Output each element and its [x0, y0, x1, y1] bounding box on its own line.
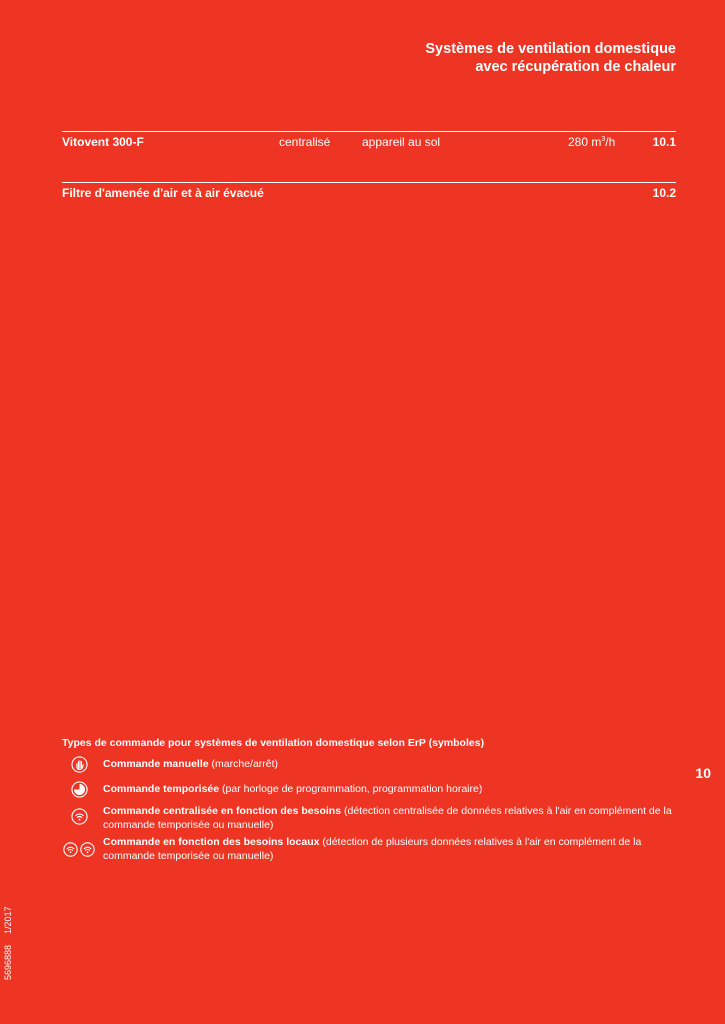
clock-icon [62, 780, 96, 798]
section-number: 10.1 [652, 135, 676, 149]
chapter-tab: 10 [695, 765, 711, 781]
legend-item-manual [103, 758, 678, 772]
product-row[interactable] [62, 134, 676, 150]
product-name: Filtre d'amenée d'air et à air évacué [62, 186, 264, 200]
legend-item-label: Commande temporisée [103, 783, 220, 795]
airflow-unit: /h [605, 135, 616, 149]
legend-item-label: Commande en fonction des besoins locaux [103, 836, 320, 848]
sensor-icon [62, 807, 96, 825]
product-type: centralisé [279, 135, 331, 149]
legend-item-central-demand [103, 805, 678, 832]
hand-icon [62, 755, 96, 773]
airflow-value: 280 m [568, 135, 602, 149]
divider [62, 131, 676, 132]
product-airflow [568, 134, 615, 150]
page-header [425, 41, 676, 76]
legend-item-label: Commande centralisée en fonction des besoins [103, 805, 342, 817]
legend-item-label: Commande manuelle [103, 758, 209, 770]
legend-item-desc: (détection de plusieurs données relatives à l'air en complément de la commande temporisée ou manuelle) [103, 836, 642, 862]
legend-item-desc: (détection centralisée de données relatives à l'air en complément de la commande temporisée ou manuelle) [103, 805, 672, 831]
document-date: 1/2017 [3, 906, 13, 934]
airflow-exponent: 3 [601, 136, 606, 143]
legend-item-timed [103, 783, 678, 797]
divider [62, 182, 676, 183]
legend-title: Types de commande pour systèmes de ventilation domestique selon ErP (symboles) [62, 737, 485, 749]
document-number: 5696888 [3, 944, 13, 980]
header-title-line1: Systèmes de ventilation domestique [425, 41, 676, 57]
legend-item-desc: (par horloge de programmation, programmation horaire) [219, 783, 483, 795]
product-row[interactable] [62, 185, 676, 201]
product-name: Vitovent 300-F [62, 135, 144, 149]
product-installation: appareil au sol [362, 135, 441, 149]
header-title-line2: avec récupération de chaleur [475, 58, 676, 75]
dual-sensor-icon [62, 840, 96, 858]
legend-item-local-demand [103, 836, 678, 863]
document-code [3, 895, 13, 980]
legend-item-desc: (marche/arrêt) [208, 758, 279, 770]
section-number: 10.2 [652, 186, 676, 200]
